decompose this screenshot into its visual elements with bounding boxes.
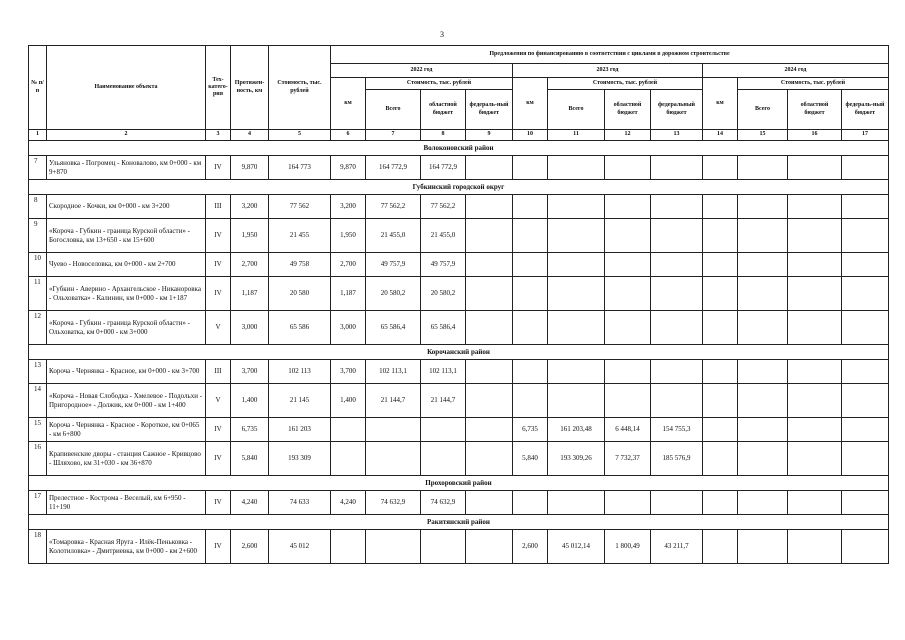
category: V [206, 384, 231, 418]
value-c10 [513, 277, 548, 311]
value-c11 [548, 195, 605, 219]
column-number: 4 [231, 130, 269, 141]
row-number: 11 [34, 278, 41, 286]
value-c15 [738, 277, 788, 311]
row-number-cell [29, 156, 47, 180]
value-c7: 49 757,9 [366, 253, 421, 277]
header-km-2024: км [703, 78, 738, 130]
value-c14 [703, 418, 738, 442]
value-c14 [703, 491, 738, 515]
value-c10: 5,840 [513, 442, 548, 476]
district-title: Волоконовский район [29, 141, 889, 156]
row-number-cell [29, 360, 47, 384]
value-c8: 74 632,9 [421, 491, 466, 515]
length-km: 3,200 [231, 195, 269, 219]
cost-total: 193 309 [269, 442, 331, 476]
value-c11: 45 012,14 [548, 530, 605, 564]
value-c6: 3,000 [331, 311, 366, 345]
value-c10 [513, 219, 548, 253]
row-number-cell [29, 384, 47, 418]
value-c16 [788, 195, 842, 219]
value-c7: 65 586,4 [366, 311, 421, 345]
header-cost: Стоимость, тыс. рублей [269, 46, 331, 130]
value-c6 [331, 530, 366, 564]
district-row [29, 515, 889, 530]
object-name: Чуево - Новоселовка, км 0+000 - км 2+700 [47, 253, 206, 277]
value-c12 [605, 219, 651, 253]
value-c10: 2,600 [513, 530, 548, 564]
value-c11: 193 309,26 [548, 442, 605, 476]
district-title: Прохоровский район [29, 476, 889, 491]
value-c12 [605, 195, 651, 219]
object-name: Ульяновка - Погромец - Коновалово, км 0+000 - км 9+870 [47, 156, 206, 180]
value-c7: 20 580,2 [366, 277, 421, 311]
value-c17 [842, 442, 889, 476]
value-c12 [605, 384, 651, 418]
value-c12 [605, 491, 651, 515]
value-c7: 74 632,9 [366, 491, 421, 515]
value-c14 [703, 530, 738, 564]
header-federal-2023: федеральный бюджет [651, 90, 703, 130]
value-c16 [788, 418, 842, 442]
value-c10 [513, 384, 548, 418]
district-title: Губкинский городской округ [29, 180, 889, 195]
value-c11 [548, 311, 605, 345]
header-year-2024: 2024 год [703, 64, 889, 78]
value-c16 [788, 277, 842, 311]
value-c9 [466, 311, 513, 345]
row-number-cell [29, 530, 47, 564]
value-c10 [513, 311, 548, 345]
value-c15 [738, 219, 788, 253]
cost-total: 21 455 [269, 219, 331, 253]
object-name: Короча - Чернянка - Красное, км 0+000 - км 3+700 [47, 360, 206, 384]
value-c15 [738, 442, 788, 476]
value-c17 [842, 360, 889, 384]
header-federal-2022: федераль-ный бюджет [466, 90, 513, 130]
header-total-2023: Всего [548, 90, 605, 130]
header-cost-2023: Стоимость, тыс. рублей [548, 78, 703, 90]
column-number: 11 [548, 130, 605, 141]
column-number: 17 [842, 130, 889, 141]
row-number-cell [29, 442, 47, 476]
header-cost-2022: Стоимость, тыс. рублей [366, 78, 513, 90]
value-c12: 6 448,14 [605, 418, 651, 442]
category: III [206, 360, 231, 384]
value-c9 [466, 384, 513, 418]
length-km: 3,700 [231, 360, 269, 384]
district-row [29, 345, 889, 360]
value-c12 [605, 277, 651, 311]
value-c6 [331, 442, 366, 476]
value-c17 [842, 530, 889, 564]
column-number: 12 [605, 130, 651, 141]
value-c15 [738, 491, 788, 515]
cost-total: 49 758 [269, 253, 331, 277]
value-c11 [548, 491, 605, 515]
row-number-cell [29, 491, 47, 515]
value-c8 [421, 418, 466, 442]
cost-total: 74 633 [269, 491, 331, 515]
value-c7 [366, 530, 421, 564]
financing-table [28, 45, 889, 564]
header-total-2022: Всего [366, 90, 421, 130]
value-c15 [738, 530, 788, 564]
value-c8 [421, 442, 466, 476]
value-c10 [513, 195, 548, 219]
value-c11 [548, 253, 605, 277]
value-c15 [738, 384, 788, 418]
object-name: Короча - Чернянка - Красное - Короткое, км 0+065 - км 6+800 [47, 418, 206, 442]
value-c17 [842, 418, 889, 442]
value-c14 [703, 219, 738, 253]
value-c16 [788, 442, 842, 476]
value-c17 [842, 219, 889, 253]
value-c7: 164 772,9 [366, 156, 421, 180]
value-c15 [738, 156, 788, 180]
cost-total: 102 113 [269, 360, 331, 384]
category: IV [206, 418, 231, 442]
value-c6: 9,870 [331, 156, 366, 180]
value-c14 [703, 253, 738, 277]
value-c10 [513, 360, 548, 384]
object-name: «Короча - Новая Слободка - Хмелевое - Подольхи - Пригородное» - Должик, км 0+000 - км 1+400 [47, 384, 206, 418]
category: IV [206, 530, 231, 564]
value-c9 [466, 277, 513, 311]
row-number: 10 [34, 254, 41, 262]
value-c8: 164 772,9 [421, 156, 466, 180]
value-c12: 1 800,49 [605, 530, 651, 564]
value-c16 [788, 384, 842, 418]
table-header [29, 46, 889, 130]
category: III [206, 195, 231, 219]
cost-total: 45 012 [269, 530, 331, 564]
cost-total: 65 586 [269, 311, 331, 345]
column-number: 7 [366, 130, 421, 141]
table-row [29, 311, 889, 345]
category: IV [206, 253, 231, 277]
value-c15 [738, 418, 788, 442]
value-c17 [842, 384, 889, 418]
header-regional-2024: областной бюджет [788, 90, 842, 130]
value-c16 [788, 530, 842, 564]
district-title: Корочанский район [29, 345, 889, 360]
value-c16 [788, 219, 842, 253]
value-c13 [651, 311, 703, 345]
value-c9 [466, 219, 513, 253]
table-row [29, 360, 889, 384]
value-c9 [466, 195, 513, 219]
table-row [29, 491, 889, 515]
value-c16 [788, 491, 842, 515]
row-number: 12 [34, 312, 41, 320]
length-km: 1,950 [231, 219, 269, 253]
column-numbers-row [29, 130, 889, 141]
value-c6: 3,700 [331, 360, 366, 384]
value-c13 [651, 195, 703, 219]
value-c6: 3,200 [331, 195, 366, 219]
value-c7: 21 455,0 [366, 219, 421, 253]
value-c13: 185 576,9 [651, 442, 703, 476]
table-row [29, 156, 889, 180]
value-c13 [651, 219, 703, 253]
length-km: 2,600 [231, 530, 269, 564]
value-c15 [738, 195, 788, 219]
header-regional-2022: областной бюджет [421, 90, 466, 130]
row-number-cell [29, 219, 47, 253]
value-c8: 20 580,2 [421, 277, 466, 311]
value-c13: 154 755,3 [651, 418, 703, 442]
table-row [29, 219, 889, 253]
header-federal-2024: федераль-ный бюджет [842, 90, 889, 130]
length-km: 1,400 [231, 384, 269, 418]
object-name: «Губкин - Аверино - Архангельское - Никаноровка - Ольховатка» - Калинин, км 0+000 - км 1+187 [47, 277, 206, 311]
value-c17 [842, 156, 889, 180]
value-c6: 2,700 [331, 253, 366, 277]
value-c14 [703, 360, 738, 384]
row-number-cell [29, 311, 47, 345]
table-row [29, 253, 889, 277]
district-row [29, 180, 889, 195]
table-row [29, 418, 889, 442]
value-c12 [605, 360, 651, 384]
value-c17 [842, 195, 889, 219]
column-number: 2 [47, 130, 206, 141]
value-c9 [466, 442, 513, 476]
value-c8: 102 113,1 [421, 360, 466, 384]
value-c10 [513, 253, 548, 277]
length-km: 9,870 [231, 156, 269, 180]
row-number: 18 [34, 531, 41, 539]
row-number: 14 [34, 385, 41, 393]
value-c9 [466, 418, 513, 442]
value-c12 [605, 253, 651, 277]
table-row [29, 442, 889, 476]
value-c15 [738, 253, 788, 277]
value-c8: 65 586,4 [421, 311, 466, 345]
value-c13 [651, 360, 703, 384]
value-c16 [788, 311, 842, 345]
category: IV [206, 219, 231, 253]
column-number: 15 [738, 130, 788, 141]
value-c7: 21 144,7 [366, 384, 421, 418]
value-c11 [548, 384, 605, 418]
object-name: Крапивенские дворы - станция Сажное - Кривцово - Шляхово, км 31+030 - км 36+870 [47, 442, 206, 476]
value-c7: 77 562,2 [366, 195, 421, 219]
value-c6: 4,240 [331, 491, 366, 515]
length-km: 6,735 [231, 418, 269, 442]
value-c9 [466, 530, 513, 564]
table-row [29, 277, 889, 311]
object-name: Прелестное - Кострома - Веселый, км 6+950 - 11+190 [47, 491, 206, 515]
value-c13 [651, 491, 703, 515]
value-c8 [421, 530, 466, 564]
header-length: Протяжен-ность, км [231, 46, 269, 130]
value-c8: 49 757,9 [421, 253, 466, 277]
value-c17 [842, 253, 889, 277]
value-c11 [548, 277, 605, 311]
value-c6: 1,950 [331, 219, 366, 253]
column-number: 1 [29, 130, 47, 141]
object-name: «Короча - Губкин - граница Курской области» - Ольховатка, км 0+000 - км 3+000 [47, 311, 206, 345]
value-c16 [788, 360, 842, 384]
value-c11: 161 203,48 [548, 418, 605, 442]
cost-total: 77 562 [269, 195, 331, 219]
column-number: 5 [269, 130, 331, 141]
object-name: «Короча - Губкин - граница Курской области» - Богословка, км 13+650 - км 15+600 [47, 219, 206, 253]
header-num: № п/п [29, 46, 47, 130]
category: IV [206, 442, 231, 476]
row-number: 15 [34, 419, 41, 427]
value-c6: 1,187 [331, 277, 366, 311]
header-km-2023: км [513, 78, 548, 130]
value-c12: 7 732,37 [605, 442, 651, 476]
header-km-2022: км [331, 78, 366, 130]
column-number: 6 [331, 130, 366, 141]
length-km: 5,840 [231, 442, 269, 476]
value-c14 [703, 277, 738, 311]
value-c11 [548, 156, 605, 180]
value-c9 [466, 156, 513, 180]
column-number: 3 [206, 130, 231, 141]
value-c8: 21 455,0 [421, 219, 466, 253]
value-c14 [703, 195, 738, 219]
length-km: 2,700 [231, 253, 269, 277]
row-number: 9 [34, 220, 38, 228]
value-c14 [703, 156, 738, 180]
district-row [29, 141, 889, 156]
value-c14 [703, 384, 738, 418]
value-c13 [651, 384, 703, 418]
value-c9 [466, 253, 513, 277]
column-number: 8 [421, 130, 466, 141]
length-km: 1,187 [231, 277, 269, 311]
value-c12 [605, 156, 651, 180]
header-total-2024: Всего [738, 90, 788, 130]
category: IV [206, 491, 231, 515]
value-c12 [605, 311, 651, 345]
value-c17 [842, 277, 889, 311]
table-row [29, 384, 889, 418]
object-name: «Томаровка - Красная Яруга - Илёк-Пеньковка - Колотиловка» - Дмитриевка, км 0+000 - км 2+600 [47, 530, 206, 564]
row-number: 8 [34, 196, 38, 204]
value-c10 [513, 156, 548, 180]
header-regional-2023: областной бюджет [605, 90, 651, 130]
value-c10 [513, 491, 548, 515]
column-number: 10 [513, 130, 548, 141]
column-number: 14 [703, 130, 738, 141]
cost-total: 21 145 [269, 384, 331, 418]
value-c17 [842, 491, 889, 515]
value-c10: 6,735 [513, 418, 548, 442]
value-c14 [703, 311, 738, 345]
object-name: Скородное - Кочки, км 0+000 - км 3+200 [47, 195, 206, 219]
row-number: 16 [34, 443, 41, 451]
value-c6 [331, 418, 366, 442]
value-c8: 21 144,7 [421, 384, 466, 418]
row-number-cell [29, 253, 47, 277]
value-c17 [842, 311, 889, 345]
category: IV [206, 277, 231, 311]
category: V [206, 311, 231, 345]
row-number: 13 [34, 361, 41, 369]
district-title: Ракитянский район [29, 515, 889, 530]
length-km: 4,240 [231, 491, 269, 515]
row-number-cell [29, 277, 47, 311]
value-c16 [788, 253, 842, 277]
header-cost-2024: Стоимость, тыс. рублей [738, 78, 889, 90]
value-c13 [651, 156, 703, 180]
value-c9 [466, 491, 513, 515]
table-row [29, 195, 889, 219]
value-c11 [548, 219, 605, 253]
row-number-cell [29, 195, 47, 219]
value-c9 [466, 360, 513, 384]
value-c15 [738, 311, 788, 345]
value-c8: 77 562,2 [421, 195, 466, 219]
value-c11 [548, 360, 605, 384]
row-number: 17 [34, 492, 41, 500]
cost-total: 164 773 [269, 156, 331, 180]
value-c7 [366, 418, 421, 442]
header-year-2023: 2023 год [513, 64, 703, 78]
value-c16 [788, 156, 842, 180]
row-number-cell [29, 418, 47, 442]
category: IV [206, 156, 231, 180]
header-year-2022: 2022 год [331, 64, 513, 78]
district-row [29, 476, 889, 491]
value-c13: 43 211,7 [651, 530, 703, 564]
header-name: Наименование объекта [47, 46, 206, 130]
page-number: 3 [440, 30, 444, 39]
table-body [29, 130, 889, 564]
column-number: 13 [651, 130, 703, 141]
length-km: 3,000 [231, 311, 269, 345]
table-row [29, 530, 889, 564]
header-proposals: Предложения по финансированию в соответствии с циклами в дорожном строительстве [331, 46, 889, 64]
cost-total: 20 580 [269, 277, 331, 311]
value-c6: 1,400 [331, 384, 366, 418]
column-number: 9 [466, 130, 513, 141]
row-number: 7 [34, 157, 38, 165]
cost-total: 161 203 [269, 418, 331, 442]
header-category: Тех-катего-рия [206, 46, 231, 130]
column-number: 16 [788, 130, 842, 141]
value-c7 [366, 442, 421, 476]
value-c13 [651, 253, 703, 277]
value-c15 [738, 360, 788, 384]
value-c7: 102 113,1 [366, 360, 421, 384]
value-c14 [703, 442, 738, 476]
value-c13 [651, 277, 703, 311]
